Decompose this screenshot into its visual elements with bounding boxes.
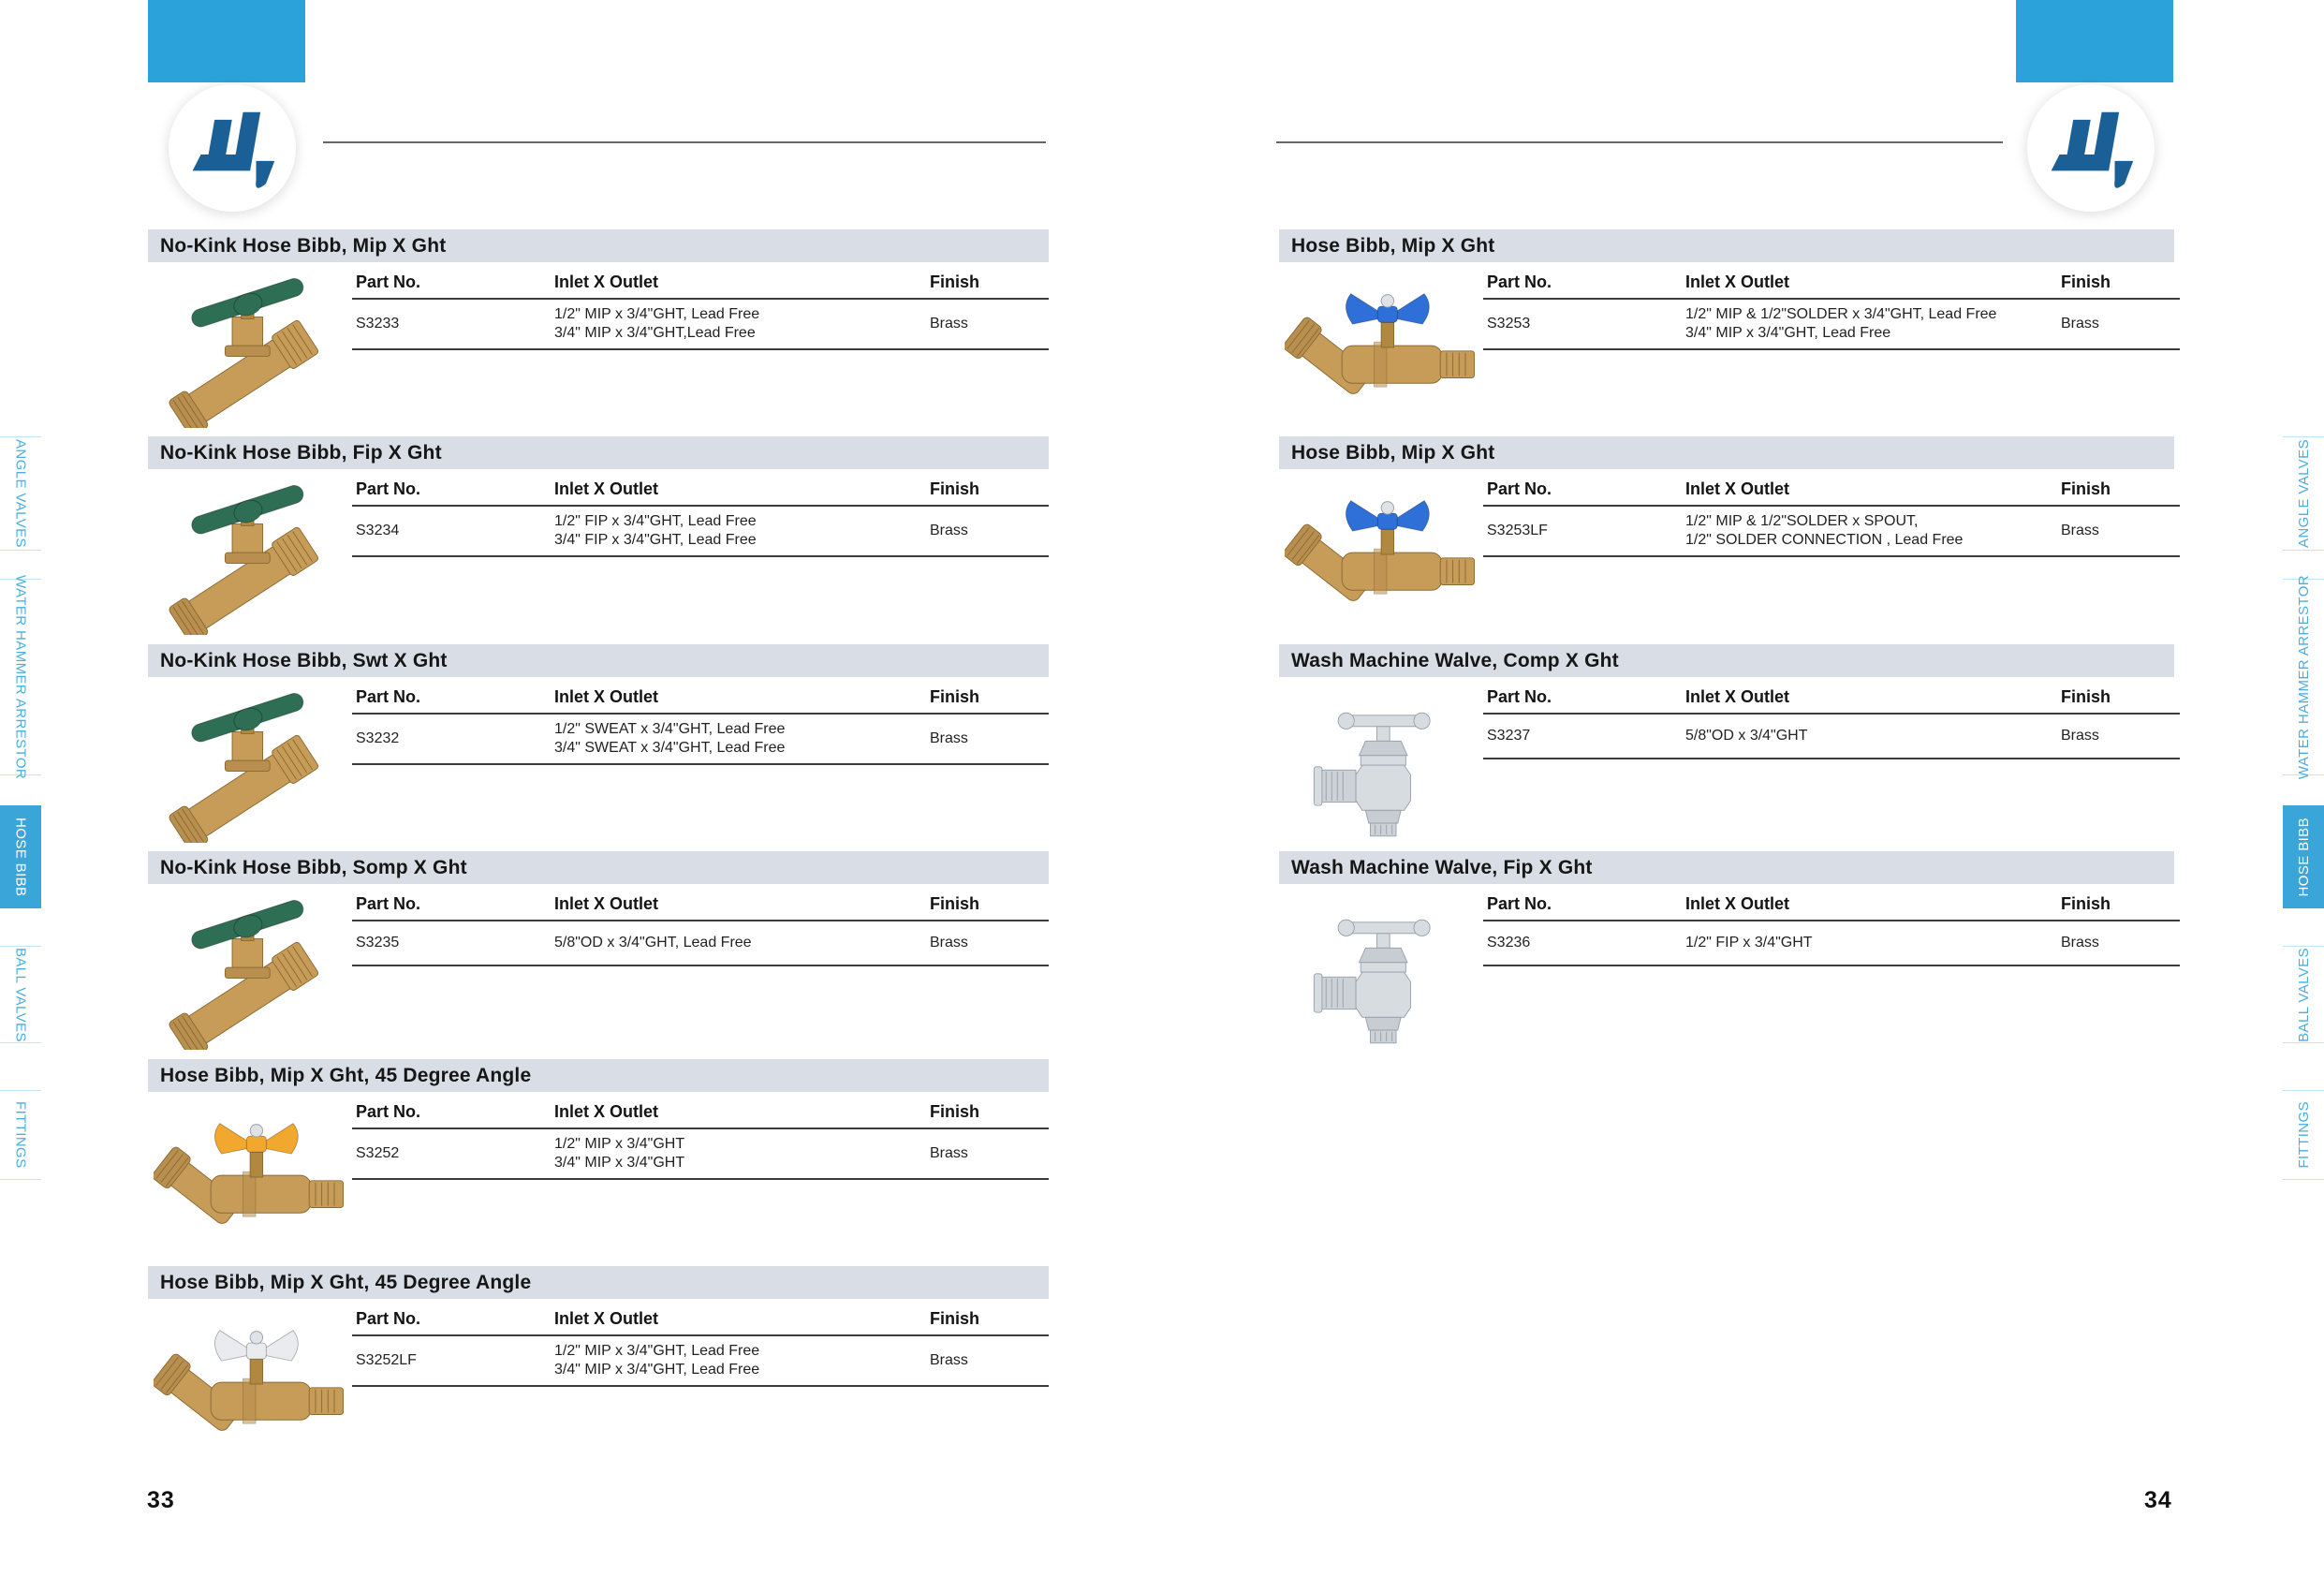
table-row	[352, 507, 1049, 557]
spec-line: 1/2" MIP & 1/2"SOLDER x SPOUT,	[1685, 513, 1919, 529]
section-title: Hose Bibb, Mip X Ght	[1291, 234, 1495, 257]
col-header-finish: Finish	[930, 894, 979, 913]
finish: Brass	[930, 730, 968, 746]
sidebar-tab-water-hammer-arrestor[interactable]: WATER HAMMER ARRESTOR	[0, 579, 41, 775]
product-section	[1279, 436, 2174, 548]
col-header-inlet-outlet: Inlet X Outlet	[554, 273, 659, 291]
spec-line: 1/2" MIP & 1/2"SOLDER x 3/4"GHT, Lead Free	[1685, 306, 1997, 322]
spec-table	[352, 474, 1049, 557]
brand-color-bar	[148, 0, 305, 82]
col-header-inlet-outlet: Inlet X Outlet	[554, 1309, 659, 1328]
company-logo	[2027, 84, 2155, 212]
col-header-part-no: Part No.	[1487, 479, 1552, 498]
spec-line: 5/8"OD x 3/4"GHT	[1685, 728, 1808, 744]
spec-line: 1/2" SOLDER CONNECTION , Lead Free	[1685, 532, 1964, 548]
table-row	[352, 921, 1049, 966]
col-header-finish: Finish	[930, 273, 979, 291]
section-title-bar	[148, 644, 1049, 677]
col-header-inlet-outlet: Inlet X Outlet	[1685, 894, 1790, 913]
spec-line: 3/4" SWEAT x 3/4"GHT, Lead Free	[554, 740, 786, 756]
section-title: Hose Bibb, Mip X Ght, 45 Degree Angle	[160, 1064, 532, 1086]
col-header-finish: Finish	[2061, 273, 2111, 291]
product-image-wash-machine-valve	[1285, 691, 1485, 852]
spec-table	[352, 1304, 1049, 1387]
sidebar-tab-water-hammer-arrestor[interactable]: WATER HAMMER ARRESTOR	[2283, 579, 2324, 775]
spec-line: 1/2" FIP x 3/4"GHT, Lead Free	[554, 513, 757, 529]
col-header-part-no: Part No.	[356, 1102, 421, 1121]
section-title-bar	[1279, 644, 2174, 677]
section-title: Hose Bibb, Mip X Ght	[1291, 441, 1495, 464]
finish: Brass	[930, 316, 968, 332]
spec-line: 1/2" MIP x 3/4"GHT	[554, 1136, 685, 1152]
spec-table	[1483, 267, 2180, 350]
spec-line: 1/2" SWEAT x 3/4"GHT, Lead Free	[554, 721, 786, 737]
col-header-part-no: Part No.	[356, 479, 421, 498]
page-number-right: 34	[2144, 1487, 2172, 1513]
finish: Brass	[930, 1145, 968, 1161]
page-number-left: 33	[147, 1487, 175, 1513]
part-no: S3234	[356, 523, 400, 538]
product-image-no-kink-hose-bibb	[154, 474, 354, 635]
spec-table	[352, 1097, 1049, 1180]
section-title-bar	[148, 1266, 1049, 1299]
finish: Brass	[930, 935, 968, 951]
section-title-bar	[148, 229, 1049, 262]
product-image-hose-bibb-45	[154, 1304, 354, 1465]
section-title: No-Kink Hose Bibb, Fip X Ght	[160, 441, 442, 464]
col-header-inlet-outlet: Inlet X Outlet	[1685, 273, 1790, 291]
part-no: S3253LF	[1487, 523, 1548, 538]
col-header-finish: Finish	[2061, 479, 2111, 498]
section-title: No-Kink Hose Bibb, Mip X Ght	[160, 234, 447, 257]
product-section	[148, 229, 1049, 341]
product-image-no-kink-hose-bibb	[154, 682, 354, 843]
product-section	[1279, 644, 2174, 744]
product-section	[148, 436, 1049, 548]
company-logo	[169, 84, 296, 212]
sidebar-tab-fittings[interactable]: FITTINGS	[0, 1090, 41, 1180]
finish: Brass	[2061, 523, 2099, 538]
table-row	[1483, 921, 2180, 966]
product-section	[148, 851, 1049, 951]
spec-table	[352, 682, 1049, 765]
uj-logo-icon	[178, 94, 287, 202]
table-row	[352, 1129, 1049, 1180]
sidebar-tab-fittings[interactable]: FITTINGS	[2283, 1090, 2324, 1180]
finish: Brass	[930, 1352, 968, 1368]
spec-table	[352, 889, 1049, 966]
spec-line: 1/2" MIP x 3/4"GHT, Lead Free	[554, 306, 760, 322]
table-row	[1483, 507, 2180, 557]
header-rule	[1276, 141, 2003, 143]
product-image-wash-machine-valve	[1285, 898, 1485, 1059]
table-row	[1483, 715, 2180, 759]
spec-line: 1/2" FIP x 3/4"GHT	[1685, 935, 1813, 951]
col-header-finish: Finish	[930, 687, 979, 706]
sidebar-tab-ball-valves[interactable]: BALL VALVES	[0, 946, 41, 1043]
spec-line: 5/8"OD x 3/4"GHT, Lead Free	[554, 935, 752, 951]
spec-line: 1/2" MIP x 3/4"GHT, Lead Free	[554, 1343, 760, 1359]
col-header-part-no: Part No.	[356, 894, 421, 913]
part-no: S3252	[356, 1145, 400, 1161]
section-title: No-Kink Hose Bibb, Swt X Ght	[160, 649, 448, 671]
product-image-hose-bibb	[1285, 267, 1485, 428]
col-header-inlet-outlet: Inlet X Outlet	[554, 894, 659, 913]
spec-table	[1483, 474, 2180, 557]
col-header-part-no: Part No.	[356, 273, 421, 291]
section-title: Wash Machine Walve, Comp X Ght	[1291, 649, 1619, 671]
spec-table	[1483, 889, 2180, 966]
col-header-finish: Finish	[2061, 687, 2111, 706]
col-header-inlet-outlet: Inlet X Outlet	[554, 687, 659, 706]
section-title-bar	[1279, 851, 2174, 884]
part-no: S3232	[356, 730, 400, 746]
section-title: No-Kink Hose Bibb, Somp X Ght	[160, 856, 467, 878]
col-header-part-no: Part No.	[1487, 273, 1552, 291]
product-section	[1279, 851, 2174, 951]
part-no: S3236	[1487, 935, 1531, 951]
sidebar-tab-angle-valves[interactable]: ANGLE VALVES	[2283, 436, 2324, 551]
finish: Brass	[2061, 316, 2099, 332]
product-image-hose-bibb	[1285, 474, 1485, 635]
section-title: Hose Bibb, Mip X Ght, 45 Degree Angle	[160, 1271, 532, 1293]
part-no: S3233	[356, 316, 400, 332]
spec-line: 3/4" FIP x 3/4"GHT, Lead Free	[554, 532, 757, 548]
part-no: S3237	[1487, 728, 1531, 744]
col-header-inlet-outlet: Inlet X Outlet	[1685, 687, 1790, 706]
table-row	[352, 300, 1049, 350]
part-no: S3252LF	[356, 1352, 417, 1368]
col-header-finish: Finish	[2061, 894, 2111, 913]
uj-logo-icon	[2037, 94, 2145, 202]
col-header-finish: Finish	[930, 479, 979, 498]
finish: Brass	[930, 523, 968, 538]
sidebar-tab-ball-valves[interactable]: BALL VALVES	[2283, 946, 2324, 1043]
section-title-bar	[1279, 436, 2174, 469]
product-image-no-kink-hose-bibb	[154, 267, 354, 428]
table-row	[1483, 300, 2180, 350]
section-title: Wash Machine Walve, Fip X Ght	[1291, 856, 1593, 878]
section-title-bar	[1279, 229, 2174, 262]
section-title-bar	[148, 1059, 1049, 1092]
finish: Brass	[2061, 728, 2099, 744]
finish: Brass	[2061, 935, 2099, 951]
col-header-finish: Finish	[930, 1102, 979, 1121]
col-header-part-no: Part No.	[1487, 894, 1552, 913]
product-image-no-kink-hose-bibb	[154, 889, 354, 1050]
table-row	[352, 1336, 1049, 1387]
brand-color-bar	[2016, 0, 2173, 82]
part-no: S3253	[1487, 316, 1531, 332]
col-header-part-no: Part No.	[1487, 687, 1552, 706]
product-section	[148, 1266, 1049, 1378]
col-header-finish: Finish	[930, 1309, 979, 1328]
product-section	[1279, 229, 2174, 341]
section-title-bar	[148, 851, 1049, 884]
table-row	[352, 715, 1049, 765]
sidebar-tab-angle-valves[interactable]: ANGLE VALVES	[0, 436, 41, 551]
spec-line: 3/4" MIP x 3/4"GHT, Lead Free	[554, 1362, 760, 1378]
col-header-inlet-outlet: Inlet X Outlet	[1685, 479, 1790, 498]
product-image-hose-bibb-45	[154, 1097, 354, 1258]
part-no: S3235	[356, 935, 400, 951]
sidebar-tab-hose-bibb[interactable]: HOSE BIBB	[0, 805, 41, 908]
spec-table	[352, 267, 1049, 350]
col-header-inlet-outlet: Inlet X Outlet	[554, 1102, 659, 1121]
spec-table	[1483, 682, 2180, 759]
product-section	[148, 1059, 1049, 1171]
spec-line: 3/4" MIP x 3/4"GHT, Lead Free	[1685, 325, 1891, 341]
sidebar-tab-hose-bibb[interactable]: HOSE BIBB	[2283, 805, 2324, 908]
col-header-inlet-outlet: Inlet X Outlet	[554, 479, 659, 498]
spec-line: 3/4" MIP x 3/4"GHT,Lead Free	[554, 325, 756, 341]
header-rule	[323, 141, 1046, 143]
spec-line: 3/4" MIP x 3/4"GHT	[554, 1155, 685, 1171]
section-title-bar	[148, 436, 1049, 469]
col-header-part-no: Part No.	[356, 1309, 421, 1328]
product-section	[148, 644, 1049, 756]
col-header-part-no: Part No.	[356, 687, 421, 706]
